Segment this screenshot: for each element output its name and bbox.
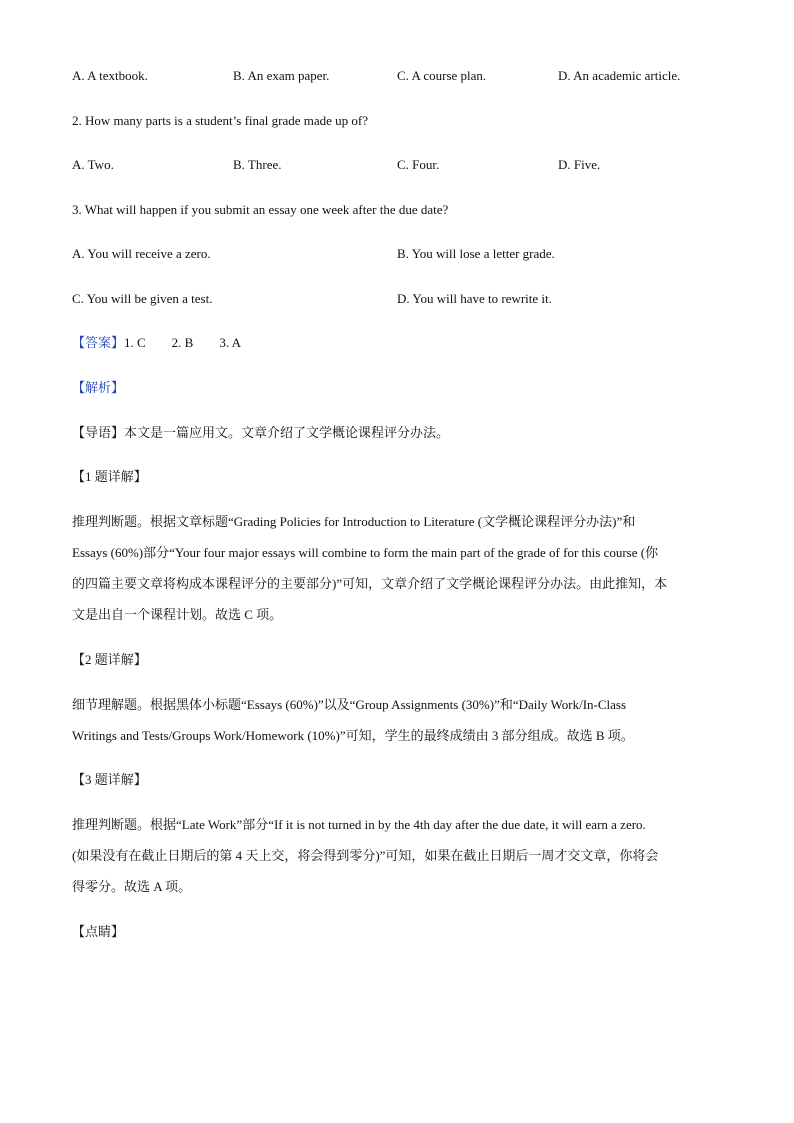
answer-tag: 【答案】: [72, 335, 125, 350]
q3-option-a: A. You will receive a zero.: [72, 246, 211, 261]
detail1-line-4: 文是出自一个课程计划。故选 C 项。: [72, 607, 283, 622]
q3-option-b: B. You will lose a letter grade.: [397, 246, 555, 261]
guide-line: [72, 425, 449, 441]
detail1-line-1: 推理判断题。根据文章标题“Grading Policies for Introduction to Literature (文学概论课程评分办法)”和: [72, 514, 636, 529]
answer-text: 1. C 2. B 3. A: [124, 335, 242, 350]
detail3-line-3: 得零分。故选 A 项。: [72, 879, 192, 894]
q1-option-c: C. A course plan.: [397, 68, 487, 83]
detail1-tag: 【1 题详解】: [72, 469, 147, 484]
detail3-tag: 【3 题详解】: [72, 772, 147, 787]
q3-stem: 3. What will happen if you submit an essay one week after the due date?: [72, 202, 449, 217]
q2-option-d: D. Five.: [558, 157, 601, 172]
guide-tag: 【导语】: [72, 425, 125, 440]
point-tag: 【点睛】: [72, 924, 125, 939]
q2-stem: 2. How many parts is a student’s final grade made up of?: [72, 113, 369, 128]
detail2-tag: 【2 题详解】: [72, 652, 147, 667]
q1-option-a: A. A textbook.: [72, 68, 148, 83]
detail1-line-3: 的四篇主要文章将构成本课程评分的主要部分)”可知，文章介绍了文学概论课程评分办法。由此推知，本: [72, 576, 668, 591]
detail3-line-2: (如果没有在截止日期后的第 4 天上交，将会得到零分)”可知，如果在截止日期后一周才交文章，你将会: [72, 848, 659, 863]
guide-text: 本文是一篇应用文。文章介绍了文学概论课程评分办法。: [124, 425, 450, 440]
q3-option-d: D. You will have to rewrite it.: [397, 291, 552, 306]
detail1-line-2: Essays (60%)部分“Your four major essays will combine to form the main part of the grade of for this course (你: [72, 545, 659, 560]
q2-option-b: B. Three.: [233, 157, 282, 172]
q1-option-b: B. An exam paper.: [233, 68, 330, 83]
analysis-tag: 【解析】: [72, 380, 125, 395]
detail2-line-1: 细节理解题。根据黑体小标题“Essays (60%)”以及“Group Assignments (30%)”和“Daily Work/In-Class: [72, 697, 627, 712]
q2-option-c: C. Four.: [397, 157, 440, 172]
detail3-line-1: 推理判断题。根据“Late Work”部分“If it is not turned in by the 4th day after the due date, it will earn a zero.: [72, 817, 646, 832]
q1-option-d: D. An academic article.: [558, 68, 681, 83]
q3-option-c: C. You will be given a test.: [72, 291, 213, 306]
answer-line: [72, 335, 241, 351]
detail2-line-2: Writings and Tests/Groups Work/Homework (10%)”可知，学生的最终成绩由 3 部分组成。故选 B 项。: [72, 728, 634, 743]
q2-option-a: A. Two.: [72, 157, 114, 172]
